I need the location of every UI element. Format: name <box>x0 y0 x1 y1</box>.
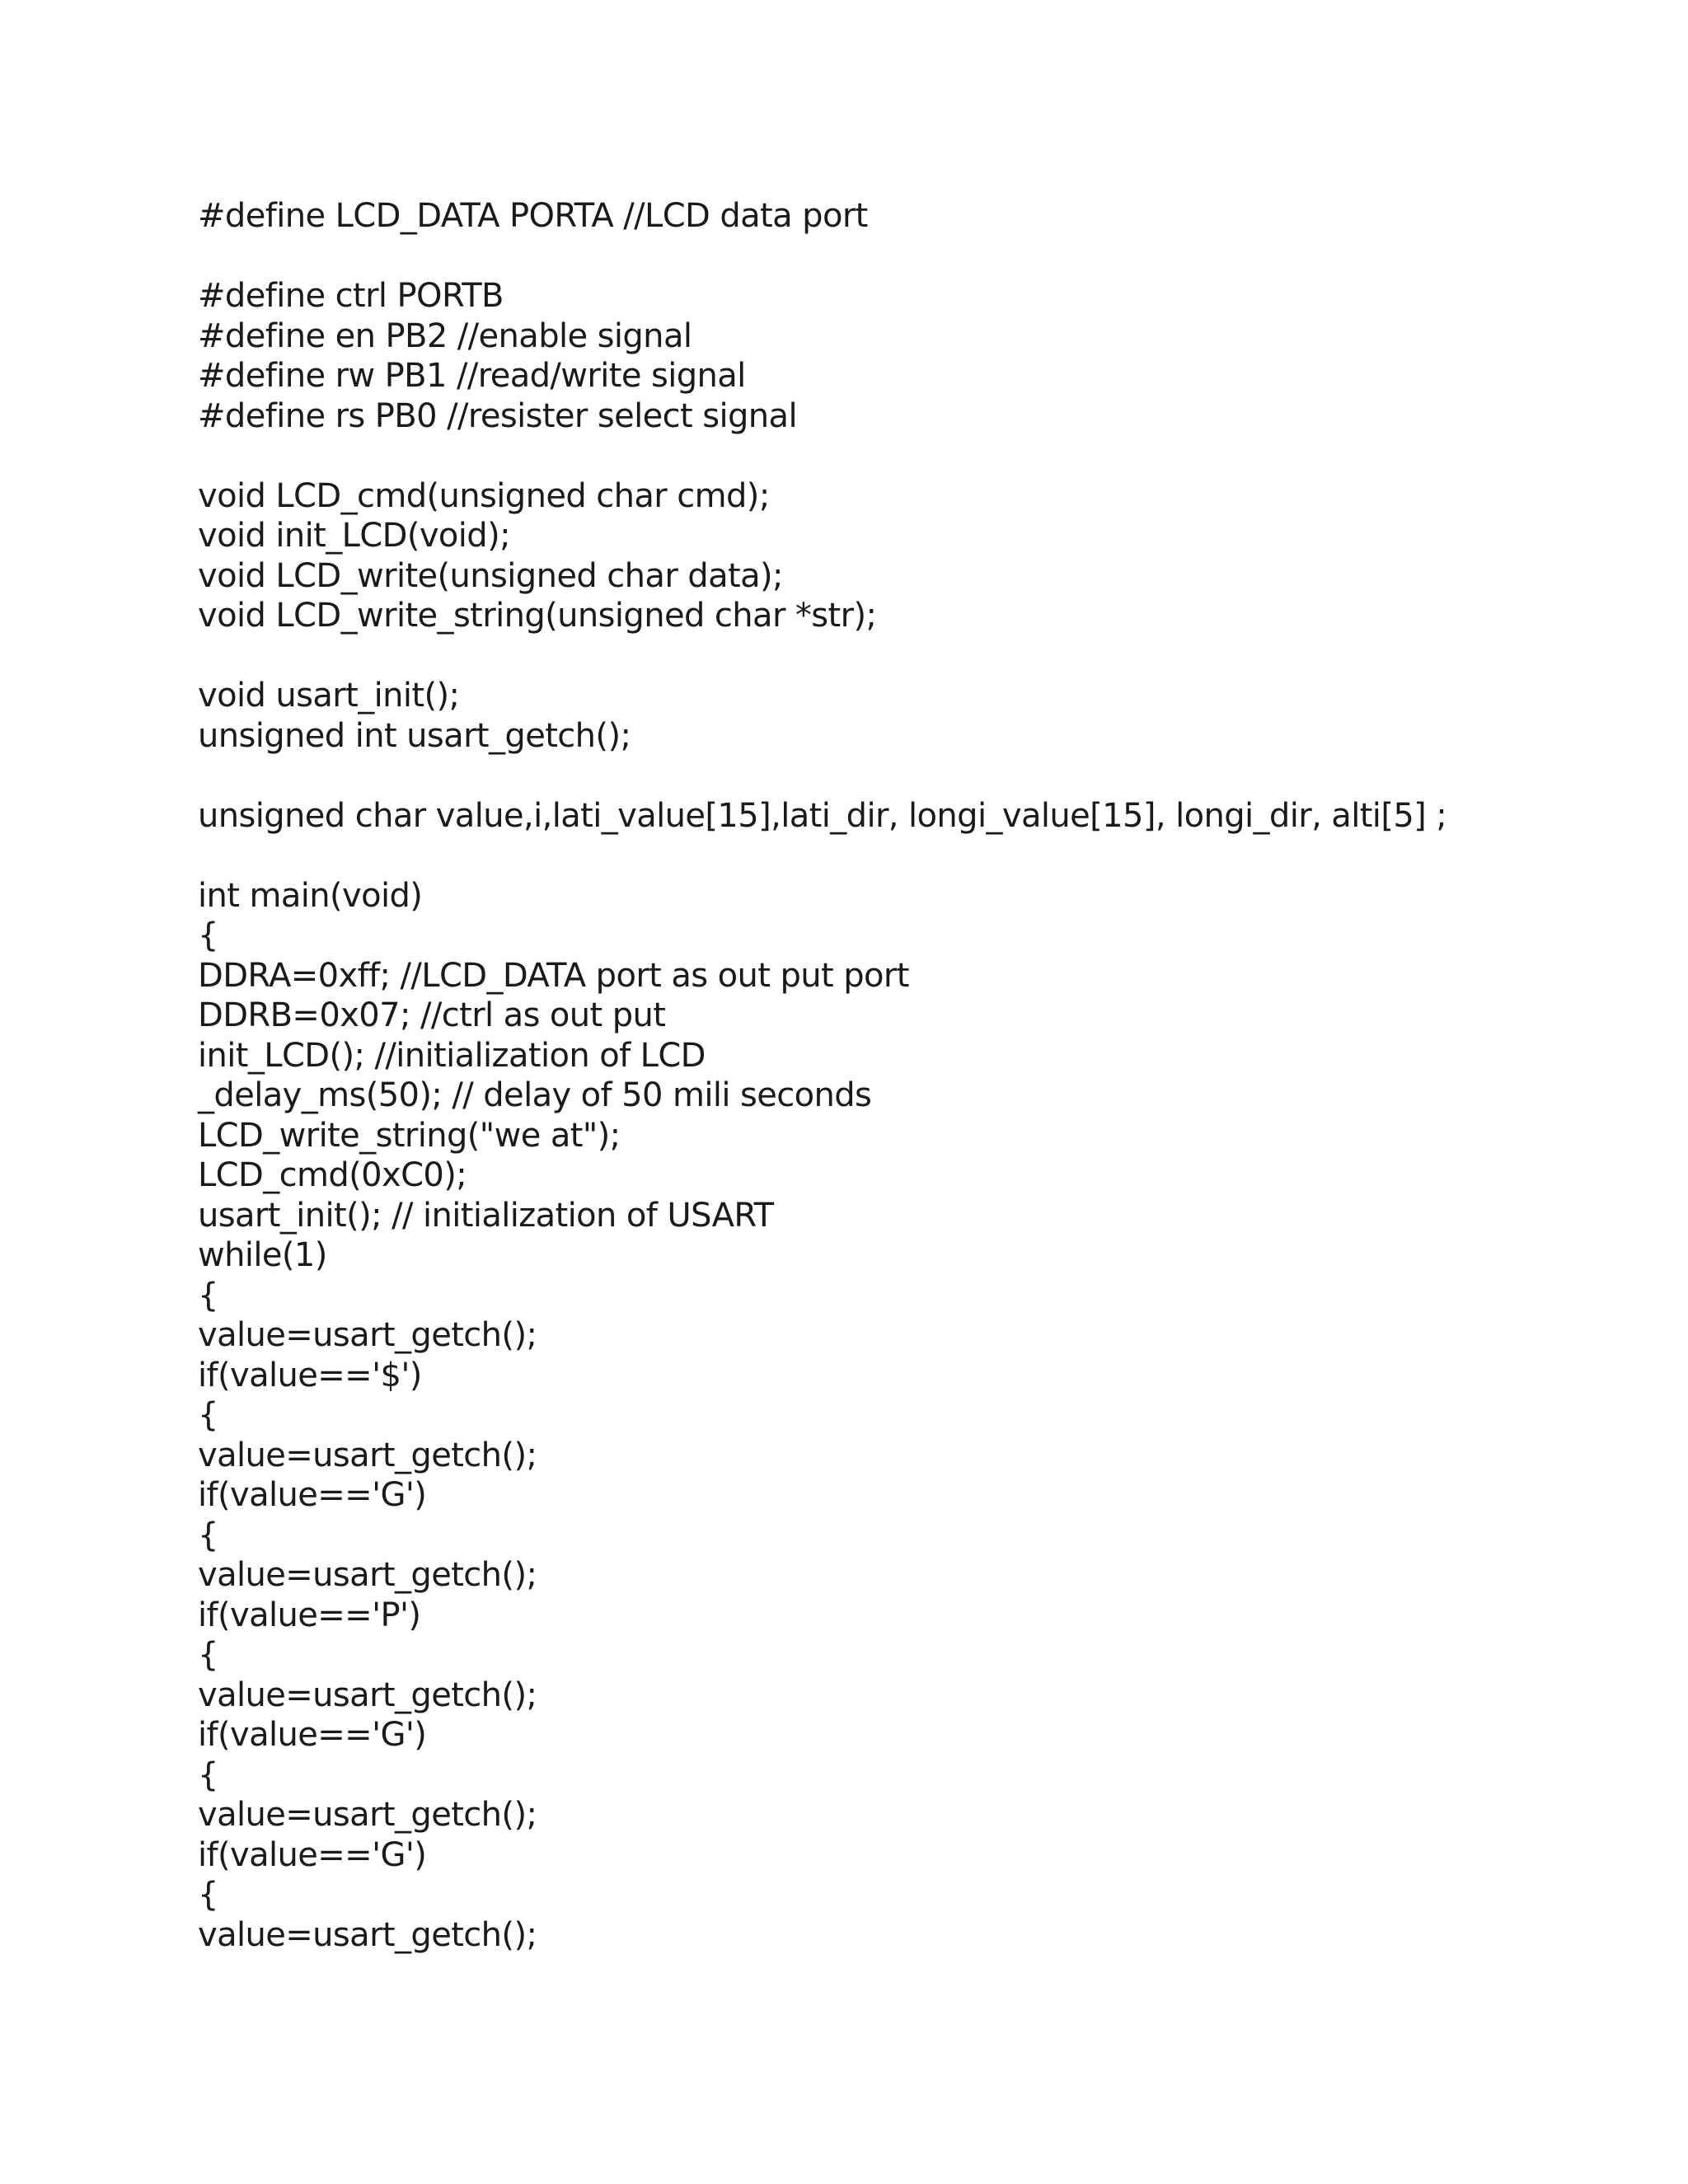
blank-line <box>198 436 1648 476</box>
code-line: { <box>198 1876 218 1914</box>
code-line: if(value=='P') <box>198 1596 421 1634</box>
code-line: value=usart_getch(); <box>198 1675 537 1714</box>
code-line: value=usart_getch(); <box>198 1796 537 1834</box>
code-line: #define rs PB0 //resister select signal <box>198 396 797 435</box>
code-line: value=usart_getch(); <box>198 1436 537 1474</box>
code-line: while(1) <box>198 1236 327 1274</box>
code-line: if(value=='$') <box>198 1356 422 1394</box>
code-line: LCD_write_string("we at"); <box>198 1116 621 1155</box>
code-line: { <box>198 1276 218 1315</box>
code-listing <box>198 196 1648 1955</box>
code-line: unsigned char value,i,lati_value[15],lati_dir, longi_value[15], longi_dir, alti[5] ; <box>198 796 1447 835</box>
code-line: { <box>198 1636 218 1674</box>
code-line: value=usart_getch(); <box>198 1915 537 1954</box>
code-line: { <box>198 916 218 954</box>
code-line: #define ctrl PORTB <box>198 277 504 315</box>
code-line: if(value=='G') <box>198 1476 427 1514</box>
code-line: void init_LCD(void); <box>198 517 510 555</box>
code-line: init_LCD(); //initialization of LCD <box>198 1036 706 1075</box>
blank-line <box>198 756 1648 796</box>
code-line: { <box>198 1755 218 1794</box>
code-line: usart_init(); // initialization of USART <box>198 1196 774 1235</box>
code-line: int main(void) <box>198 876 423 915</box>
code-line: unsigned int usart_getch(); <box>198 716 631 755</box>
code-line: void LCD_cmd(unsigned char cmd); <box>198 476 770 515</box>
code-line: value=usart_getch(); <box>198 1556 537 1594</box>
code-line: { <box>198 1516 218 1554</box>
blank-line <box>198 636 1648 677</box>
code-line: if(value=='G') <box>198 1716 427 1754</box>
code-line: { <box>198 1396 218 1434</box>
code-line: if(value=='G') <box>198 1835 427 1874</box>
code-line: _delay_ms(50); // delay of 50 mili seconds <box>198 1076 872 1114</box>
code-line: #define rw PB1 //read/write signal <box>198 357 746 395</box>
code-line: DDRA=0xff; //LCD_DATA port as out put port <box>198 956 909 995</box>
code-line: DDRB=0x07; //ctrl as out put <box>198 996 666 1034</box>
code-line: #define LCD_DATA PORTA //LCD data port <box>198 197 868 235</box>
code-line: value=usart_getch(); <box>198 1316 537 1354</box>
code-line: void LCD_write_string(unsigned char *str); <box>198 597 877 635</box>
code-line: void LCD_write(unsigned char data); <box>198 556 783 595</box>
code-line: LCD_cmd(0xC0); <box>198 1156 467 1194</box>
blank-line <box>198 836 1648 876</box>
blank-line <box>198 237 1648 277</box>
code-line: #define en PB2 //enable signal <box>198 316 692 355</box>
code-line: void usart_init(); <box>198 677 460 715</box>
